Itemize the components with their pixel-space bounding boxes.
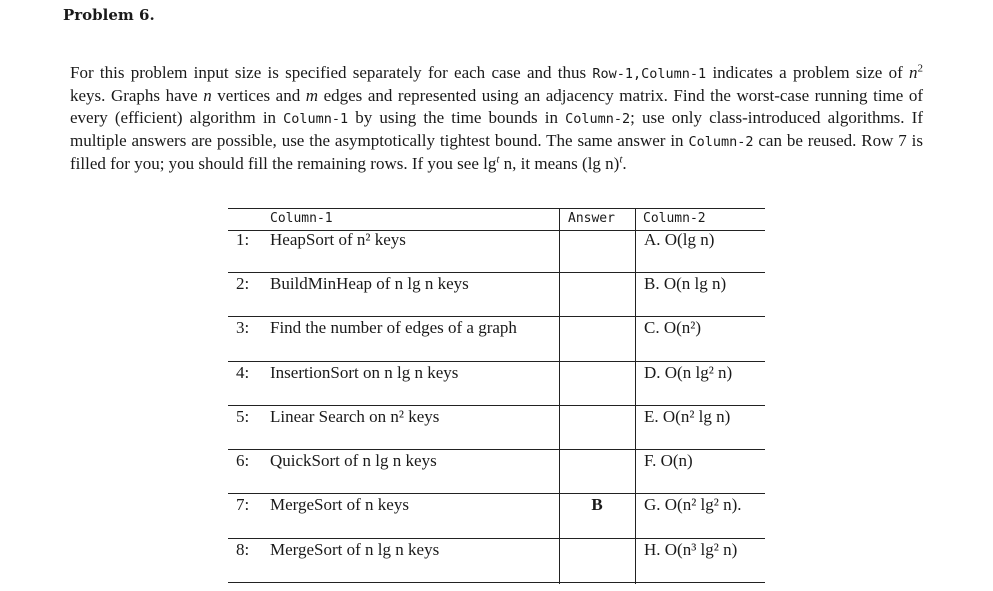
table-row xyxy=(228,363,765,407)
bound-option: B. O(n lg n) xyxy=(644,274,727,293)
bound-option: E. O(n² lg n) xyxy=(644,407,731,426)
answer-cell[interactable]: B xyxy=(591,495,603,514)
row-number: 4: xyxy=(236,363,250,382)
row-number: 7: xyxy=(236,495,250,514)
row-description: MergeSort of n keys xyxy=(270,495,409,514)
table-row xyxy=(228,274,765,318)
problem-statement: For this problem input size is specified separately for each case and thus Row-1,Column-1 indicates a problem size of $n^2$ keys. Graphs have n vertices and m edges and represented using an adjacency matrix. Find the worst-case running time of every (efficient) algorithm in Column-1 by using the time bounds in Column-2; use only class-introduced algorithms. If multiple answers are possible, use the asymptotically tightest bound. The same answer in Column-2 can be reused. Row 7 is filled for you; you should fill the remaining rows. If you see $\lg^t n$, it means (lg n)$^t$. xyxy=(70,62,924,173)
bound-option: G. O(n² lg² n). xyxy=(644,495,742,514)
row-number: 6: xyxy=(236,451,250,470)
row-description: MergeSort of n lg n keys xyxy=(270,540,440,559)
bound-option: A. O(lg n) xyxy=(644,230,715,249)
row-description: Find the number of edges of a graph xyxy=(270,318,517,337)
table-row xyxy=(228,495,765,539)
header-column-1: Column-1 xyxy=(270,211,333,226)
row-number: 5: xyxy=(236,407,250,426)
row-number: 2: xyxy=(236,274,250,293)
row-description: QuickSort of n lg n keys xyxy=(270,451,437,470)
problem-title: Problem 6. xyxy=(63,6,155,24)
bound-option: C. O(n²) xyxy=(644,318,702,337)
bound-option: D. O(n lg² n) xyxy=(644,363,733,382)
header-answer: Answer xyxy=(568,211,615,226)
row-description: Linear Search on n² keys xyxy=(270,407,440,426)
row-description: BuildMinHeap of n lg n keys xyxy=(270,274,469,293)
header-column-2: Column-2 xyxy=(643,211,706,226)
row-description: InsertionSort on n lg n keys xyxy=(270,363,459,382)
table-row xyxy=(228,451,765,495)
row-description: HeapSort of n² keys xyxy=(270,230,406,249)
bound-option: H. O(n³ lg² n) xyxy=(644,540,738,559)
table-row xyxy=(228,318,765,362)
row-number: 8: xyxy=(236,540,250,559)
bound-option: F. O(n) xyxy=(644,451,693,470)
table-row xyxy=(228,407,765,451)
row-number: 3: xyxy=(236,318,250,337)
table-row xyxy=(228,230,765,274)
row-number: 1: xyxy=(236,230,250,249)
table-rule xyxy=(228,208,765,209)
table-row xyxy=(228,540,765,584)
answer-table xyxy=(228,208,765,584)
